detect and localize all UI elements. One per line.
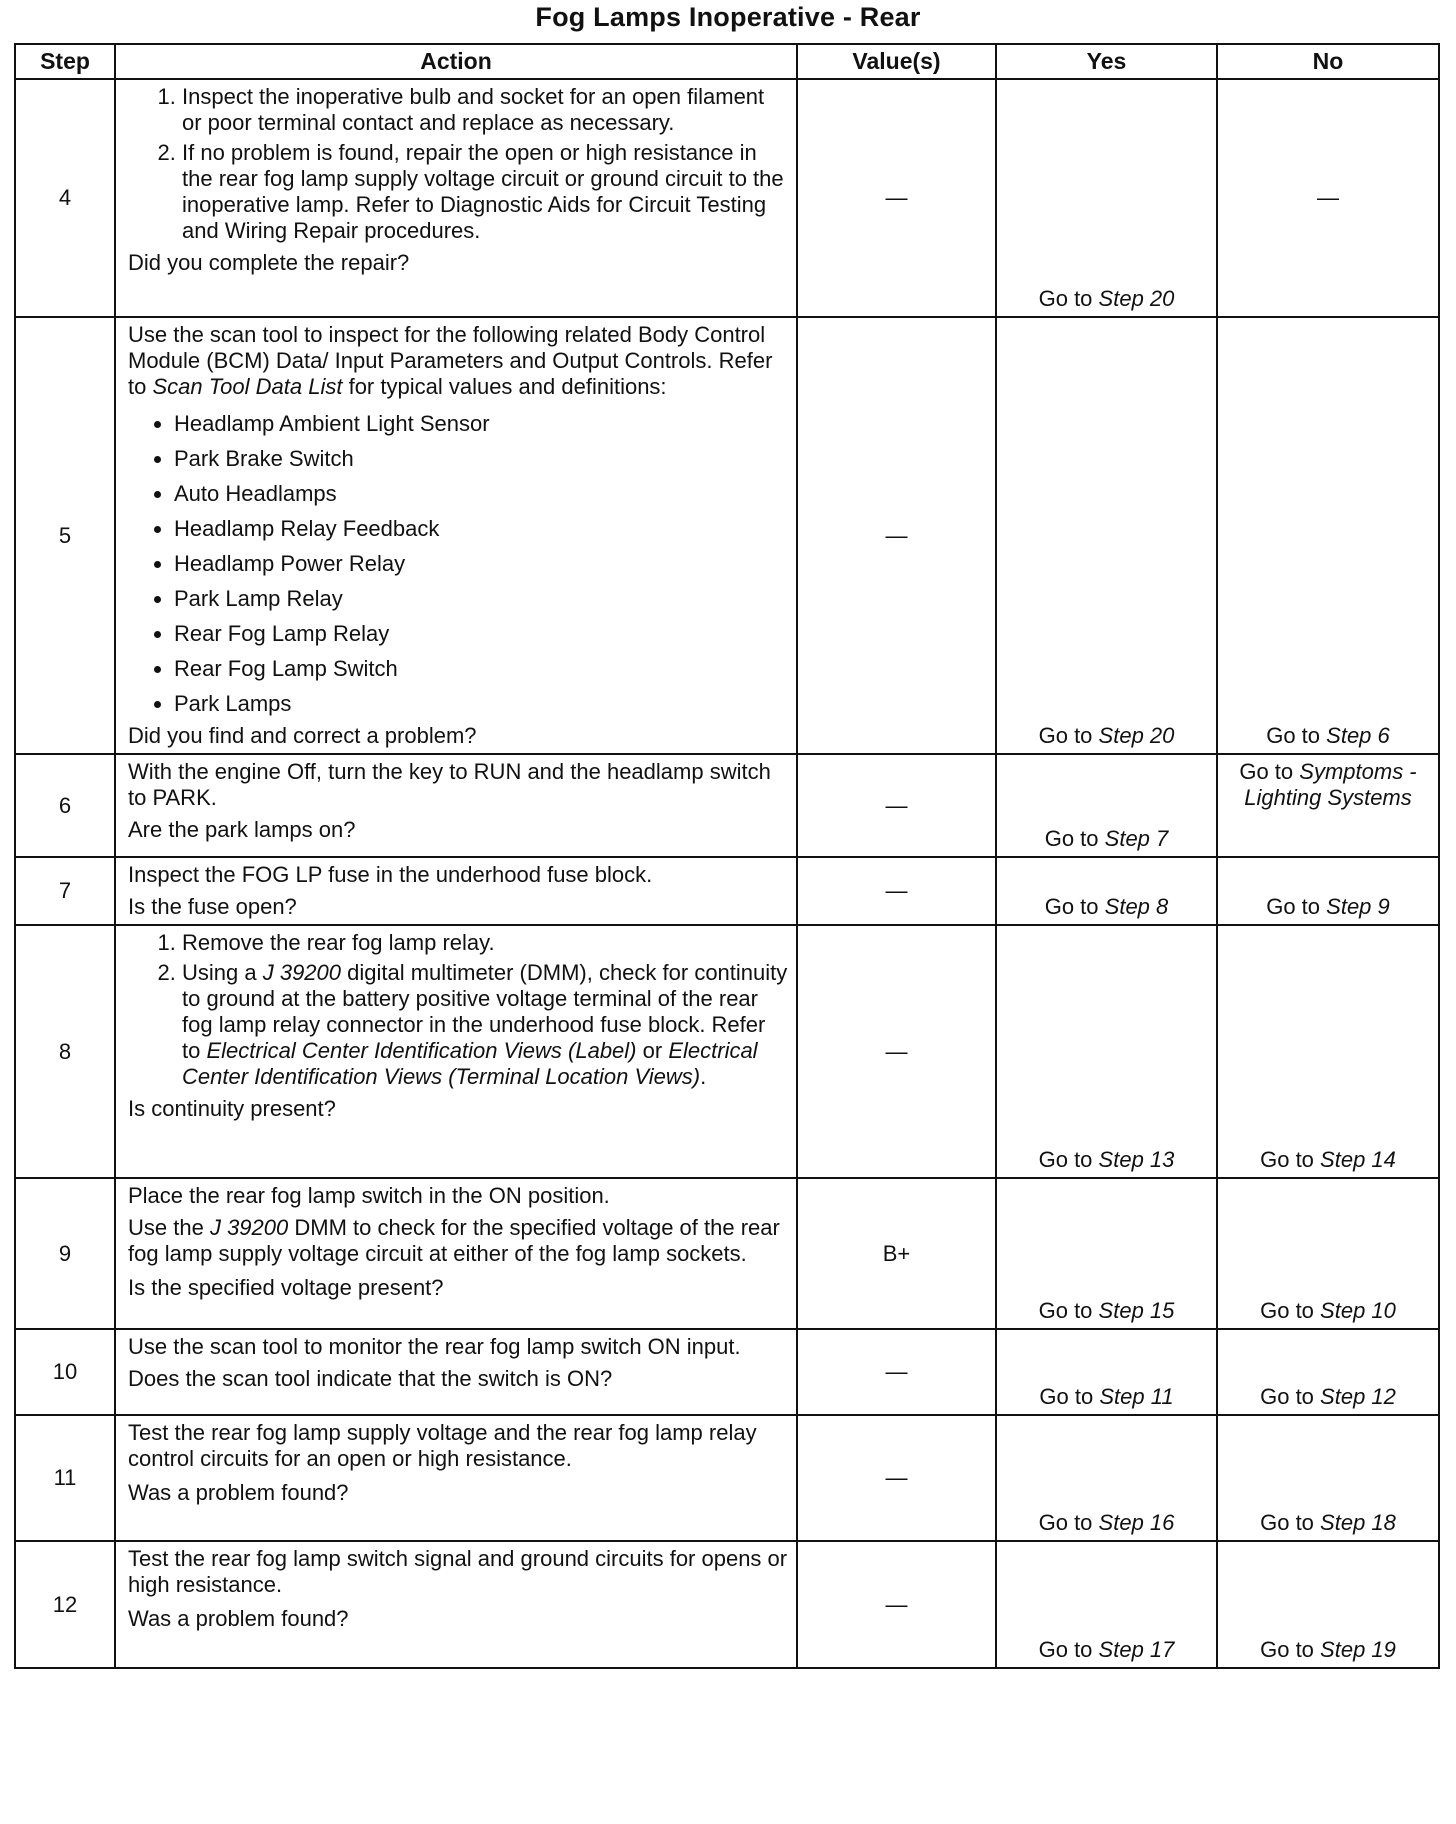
header-yes: Yes: [996, 44, 1217, 79]
action-text: With the engine Off, turn the key to RUN and the headlamp switch to PARK.: [128, 759, 771, 810]
go-to-label: Go to: [1260, 1510, 1314, 1535]
table-row: [15, 1329, 1439, 1415]
go-to-label: Go to: [1260, 1637, 1314, 1662]
go-to-label: Go to: [1260, 1147, 1314, 1172]
go-to-label: Go to: [1038, 286, 1093, 311]
value-cell: [797, 857, 996, 925]
no-cell: [1217, 1178, 1439, 1329]
step-number: 4: [15, 79, 115, 317]
reference-link[interactable]: (Terminal Location Views): [448, 1064, 701, 1089]
yes-step-link[interactable]: Step 20: [1098, 723, 1175, 748]
action-cell: [115, 1178, 797, 1329]
value-dash: —: [885, 1591, 908, 1617]
value-dash: —: [885, 1465, 908, 1490]
go-to-label: Go to: [1038, 1637, 1093, 1662]
reference-link[interactable]: Electrical Center Identification Views: [182, 1038, 758, 1089]
action-question: Did you find and correct a problem?: [128, 723, 477, 748]
step-number: 11: [15, 1415, 115, 1541]
step-number: 12: [15, 1541, 115, 1668]
go-to-label: Go to: [1266, 894, 1321, 919]
table-row: [15, 1415, 1439, 1541]
yes-cell: [996, 1178, 1217, 1329]
go-to-label: Go to: [1038, 1510, 1093, 1535]
go-to-label: Go to: [1044, 894, 1099, 919]
action-question: Did you complete the repair?: [128, 250, 410, 275]
yes-cell: [996, 1541, 1217, 1668]
no-cell: [1217, 857, 1439, 925]
value-cell: B+: [797, 1178, 996, 1329]
no-cell: [1217, 79, 1439, 317]
list-item: • Rear Fog Lamp Switch: [174, 651, 788, 686]
yes-step-link[interactable]: Step 7: [1104, 826, 1169, 851]
table-row: [15, 1541, 1439, 1668]
list-item: • Headlamp Power Relay: [174, 546, 788, 581]
value-dash: —: [885, 792, 908, 818]
yes-cell: [996, 857, 1217, 925]
reference-link[interactable]: Scan Tool Data List: [152, 374, 343, 399]
action-text: Test the rear fog lamp supply voltage and the rear fog lamp relay control circuits for an open or high resistance.: [128, 1420, 757, 1471]
yes-cell: [996, 1329, 1217, 1415]
no-cell: [1217, 754, 1439, 857]
list-item: • Park Lamp Relay: [174, 581, 788, 616]
list-item: • Auto Headlamps: [174, 476, 788, 511]
go-to-label: Go to: [1266, 723, 1321, 748]
action-text: Use the J 39200 DMM to check for the specified voltage of the rear fog lamp supply voltage circuit at either of the fog lamp sockets.: [128, 1215, 780, 1266]
yes-cell: [996, 1415, 1217, 1541]
action-text: Test the rear fog lamp switch signal and ground circuits for opens or high resistance.: [128, 1546, 788, 1597]
no-step-link[interactable]: Step 19: [1320, 1637, 1396, 1662]
action-question: Does the scan tool indicate that the switch is ON?: [128, 1366, 613, 1391]
value-cell: [797, 1541, 996, 1668]
yes-step-link[interactable]: Step 15: [1098, 1298, 1175, 1323]
action-text: Use the scan tool to inspect for the following related Body Control Module (BCM) Data/ Input Parameters and Output Controls. Refer to Scan Tool Data List for typical values and definitions:: [128, 322, 773, 399]
list-item: • Rear Fog Lamp Relay: [174, 616, 788, 651]
action-text: Place the rear fog lamp switch in the ON position.: [128, 1183, 610, 1208]
action-step: 1. Remove the rear fog lamp relay.: [182, 930, 788, 956]
action-cell: [115, 925, 797, 1178]
yes-step-link[interactable]: Step 13: [1098, 1147, 1175, 1172]
list-item: • Headlamp Ambient Light Sensor: [174, 406, 788, 441]
table-header-row: [15, 44, 1439, 79]
table-row: [15, 1178, 1439, 1329]
table-row: [15, 754, 1439, 857]
yes-step-link[interactable]: Step 8: [1104, 894, 1169, 919]
no-dash: —: [1317, 185, 1339, 210]
value-dash: —: [885, 878, 908, 903]
action-text: Inspect the FOG LP fuse in the underhood fuse block.: [128, 862, 653, 887]
go-to-label: Go to: [1044, 826, 1099, 851]
value-cell: [797, 79, 996, 317]
go-to-label: Go to: [1260, 1384, 1314, 1409]
step-number: 8: [15, 925, 115, 1178]
action-cell: [115, 317, 797, 754]
parameter-list: [128, 406, 788, 721]
yes-cell: [996, 317, 1217, 754]
action-question: Was a problem found?: [128, 1606, 349, 1631]
yes-step-link[interactable]: Step 11: [1099, 1384, 1174, 1409]
go-to-label: Go to: [1039, 1384, 1094, 1409]
action-question: Is the fuse open?: [128, 894, 297, 919]
list-item: • Park Lamps: [174, 686, 788, 721]
yes-cell: [996, 79, 1217, 317]
table-row: [15, 925, 1439, 1178]
table-row: [15, 857, 1439, 925]
value-cell: [797, 754, 996, 857]
no-step-link[interactable]: Step 12: [1320, 1384, 1396, 1409]
header-action: Action: [115, 44, 797, 79]
header-values: Value(s): [797, 44, 996, 79]
action-step: 1. Inspect the inoperative bulb and socket for an open filament or poor terminal contact and replace as necessary.: [182, 84, 788, 136]
no-cell: [1217, 925, 1439, 1178]
action-cell: [115, 1329, 797, 1415]
no-step-link[interactable]: Step 14: [1320, 1147, 1396, 1172]
go-to-label: Go to: [1038, 1147, 1093, 1172]
action-step: 2. If no problem is found, repair the open or high resistance in the rear fog lamp supply voltage circuit or ground circuit to the inoperative lamp. Refer to Diagnostic Aids for Circuit Testing and Wiring Repair procedures.: [182, 140, 788, 244]
tool-reference[interactable]: J 39200: [262, 960, 342, 985]
value-dash: —: [885, 1359, 908, 1384]
action-cell: [115, 857, 797, 925]
value-cell: [797, 925, 996, 1178]
no-step-link[interactable]: Step 6: [1326, 723, 1390, 748]
value-dash: —: [885, 522, 908, 548]
no-cell: [1217, 1541, 1439, 1668]
action-cell: [115, 754, 797, 857]
no-step-link[interactable]: Step 10: [1320, 1298, 1396, 1323]
action-cell: [115, 79, 797, 317]
table-row: [15, 79, 1439, 317]
page-title: Fog Lamps Inoperative - Rear: [535, 2, 921, 32]
go-to-label: Go to: [1038, 723, 1093, 748]
step-number: 5: [15, 317, 115, 754]
table-row: [15, 317, 1439, 754]
no-cell: [1217, 1329, 1439, 1415]
yes-step-link[interactable]: Step 16: [1098, 1510, 1175, 1535]
go-to-label: Go to: [1260, 1298, 1314, 1323]
yes-step-link[interactable]: Step 17: [1098, 1637, 1175, 1662]
value-cell: [797, 317, 996, 754]
action-question: Are the park lamps on?: [128, 817, 356, 842]
step-number: 6: [15, 754, 115, 857]
header-step: Step: [15, 44, 115, 79]
tool-reference[interactable]: J 39200: [209, 1215, 289, 1240]
action-question: Was a problem found?: [128, 1480, 349, 1505]
list-item: • Park Brake Switch: [174, 441, 788, 476]
action-cell: [115, 1415, 797, 1541]
yes-cell: [996, 754, 1217, 857]
value-cell: [797, 1415, 996, 1541]
action-step: 2. Using a J 39200 digital multimeter (DMM), check for continuity to ground at the battery positive voltage terminal of the rear fog lamp relay connector in the underhood fuse block. Refer to Electrical Center Identification Views (Label) or Electrical Center Identification Views (Terminal Location Views).: [182, 960, 788, 1090]
action-question: Is continuity present?: [128, 1096, 336, 1121]
step-number: 10: [15, 1329, 115, 1415]
go-to-label: Go to: [1239, 759, 1294, 784]
no-step-link[interactable]: Step 18: [1320, 1510, 1396, 1535]
action-text: Use the scan tool to monitor the rear fog lamp switch ON input.: [128, 1334, 741, 1359]
yes-cell: [996, 925, 1217, 1178]
no-cell: [1217, 317, 1439, 754]
action-cell: [115, 1541, 797, 1668]
step-number: 9: [15, 1178, 115, 1329]
action-question: Is the specified voltage present?: [128, 1275, 444, 1300]
header-no: No: [1217, 44, 1439, 79]
list-item: • Headlamp Relay Feedback: [174, 511, 788, 546]
go-to-label: Go to: [1038, 1298, 1093, 1323]
value-cell: [797, 1329, 996, 1415]
diagnostic-table: [14, 43, 1440, 1669]
reference-link[interactable]: Electrical Center Identification Views (Label): [206, 1038, 637, 1063]
value-dash: —: [885, 1038, 908, 1064]
value-dash: —: [885, 185, 908, 210]
no-cell: [1217, 1415, 1439, 1541]
step-number: 7: [15, 857, 115, 925]
action-steps: [128, 930, 788, 1094]
no-step-link[interactable]: Symptoms - Lighting Systems: [1244, 759, 1417, 810]
yes-step-link[interactable]: Step 20: [1098, 286, 1175, 311]
action-steps: [128, 84, 788, 248]
no-step-link[interactable]: Step 9: [1326, 894, 1390, 919]
